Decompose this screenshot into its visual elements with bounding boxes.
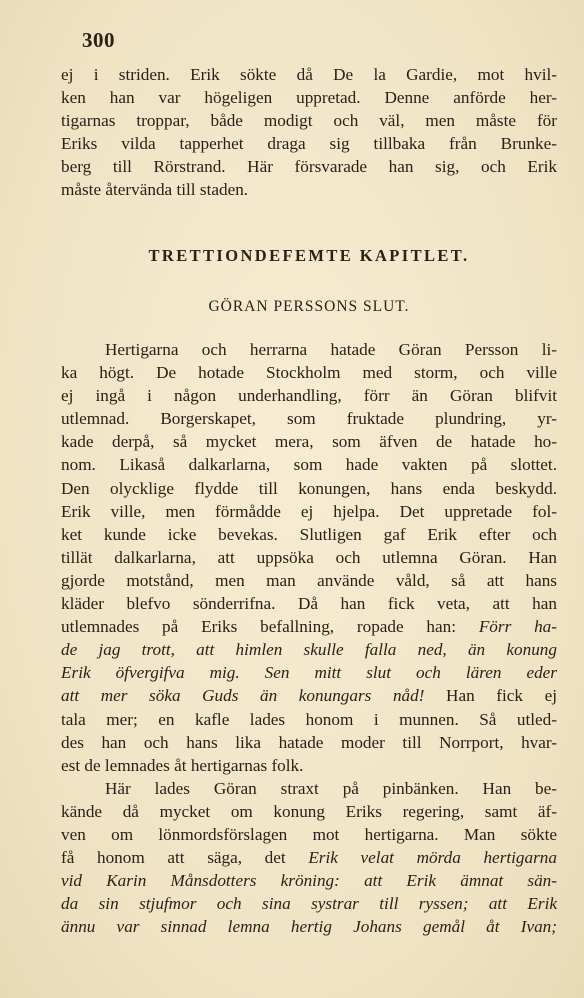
text-segment: Erik ville, men förmådde ej hjelpa. Det uppretade fol- [61, 501, 557, 521]
text-segment: få honom att säga, det [61, 848, 309, 868]
chapter-body [61, 338, 557, 938]
text-line [61, 731, 557, 754]
text-line [61, 546, 557, 569]
text-segment: Han fick ej [424, 686, 557, 706]
text-segment: gjorde motstånd, men man använde våld, så att hans [61, 570, 557, 590]
text-line [61, 178, 557, 201]
text-line [61, 800, 557, 823]
text-line [61, 892, 557, 915]
text-line [61, 109, 557, 132]
chapter-subtitle: GÖRAN PERSSONS SLUT. [208, 298, 410, 315]
italic-text: de jag trott, att himlen skulle falla ned, än konung [61, 640, 557, 660]
text-line [61, 132, 557, 155]
text-line [61, 661, 557, 684]
text-line [61, 86, 557, 109]
text-line [61, 708, 557, 731]
text-line [61, 915, 557, 938]
italic-text: Erik velat mörda hertigarna [308, 848, 557, 868]
text-line [61, 823, 557, 846]
text-segment: ken han var högeligen uppretad. Denne anförde her- [61, 88, 557, 108]
italic-text: vid Karin Månsdotters kröning: att Erik ämnat sän- [61, 871, 557, 891]
text-line [61, 638, 557, 661]
text-segment: ka högt. De hotade Stockholm med storm, och ville [61, 363, 557, 383]
text-segment: ej i striden. Erik sökte då De la Gardie, mot hvil- [61, 65, 557, 84]
text-segment: kände då mycket om konung Eriks regering, samt äf- [61, 801, 557, 821]
text-line [61, 615, 557, 638]
text-line [61, 869, 557, 892]
text-segment: ven om lönmordsförslagen mot hertigarna. Man sökte [61, 824, 557, 844]
text-line [61, 361, 557, 384]
text-line [61, 500, 557, 523]
text-line [61, 338, 557, 361]
text-line [61, 63, 557, 86]
text-segment: nom. Likaså dalkarlarna, som hade vakten på slottet. [61, 455, 557, 475]
text-line [61, 523, 557, 546]
text-segment: berg till Rörstrand. Här försvarade han sig, och Erik [61, 157, 557, 177]
italic-text: Förr ha- [478, 617, 557, 637]
text-segment: kläder blefvo sönderrifna. Då han fick veta, att han [61, 594, 557, 614]
text-line [61, 754, 557, 777]
italic-text: ännu var sinnad lemna hertig Johans gemål åt Ivan; [61, 917, 557, 937]
text-line [61, 453, 557, 476]
text-segment: Eriks vilda tapperhet draga sig tillbaka från Brunke- [61, 134, 557, 154]
text-line [61, 384, 557, 407]
text-segment: Hertigarna och herrarna hatade Göran Persson li- [105, 340, 557, 359]
text-segment: Den olycklige flydde till konungen, hans enda beskydd. [61, 478, 557, 498]
text-line [61, 430, 557, 453]
italic-text: Erik öfvergifva mig. Sen mitt slut och lären eder [61, 663, 557, 683]
text-segment: måste återvända till staden. [61, 180, 249, 200]
text-segment: des han och hans lika hatade moder till Norrport, hvar- [61, 732, 557, 752]
text-segment: Här lades Göran straxt på pinbänken. Han be- [105, 778, 557, 798]
italic-text: att mer söka Guds än konungars nåd! [61, 686, 425, 706]
text-segment: utlemnad. Borgerskapet, som fruktade plundring, yr- [61, 409, 557, 429]
text-line [61, 846, 557, 869]
text-line [61, 477, 557, 500]
text-line [61, 777, 557, 800]
text-segment: est de lemnades åt hertigarnas folk. [61, 755, 304, 775]
text-line [61, 407, 557, 430]
paragraph-top [61, 63, 557, 202]
text-line [61, 592, 557, 615]
page-number: 300 [82, 28, 115, 52]
text-segment: tigarnas troppar, både modigt och väl, men måste för [61, 111, 557, 131]
text-segment: tillät dalkarlarna, att uppsöka och utlemna Göran. Han [61, 547, 557, 567]
text-segment: tala mer; en kafle lades honom i munnen. Så utled- [61, 709, 557, 729]
text-line [61, 569, 557, 592]
text-segment: kade derpå, så mycket mera, som äfven de hatade ho- [61, 432, 557, 452]
text-segment: ej ingå i någon underhandling, förr än Göran blifvit [61, 386, 557, 406]
italic-text: da sin stjufmor och sina systrar till ryssen; att Erik [61, 894, 557, 914]
chapter-title: TRETTIONDEFEMTE KAPITLET. [148, 246, 470, 265]
text-line [61, 684, 557, 707]
text-line [61, 155, 557, 178]
text-segment: utlemnades på Eriks befallning, ropade han: [61, 617, 479, 637]
text-segment: ket kunde icke bevekas. Slutligen gaf Erik efter och [61, 524, 557, 544]
